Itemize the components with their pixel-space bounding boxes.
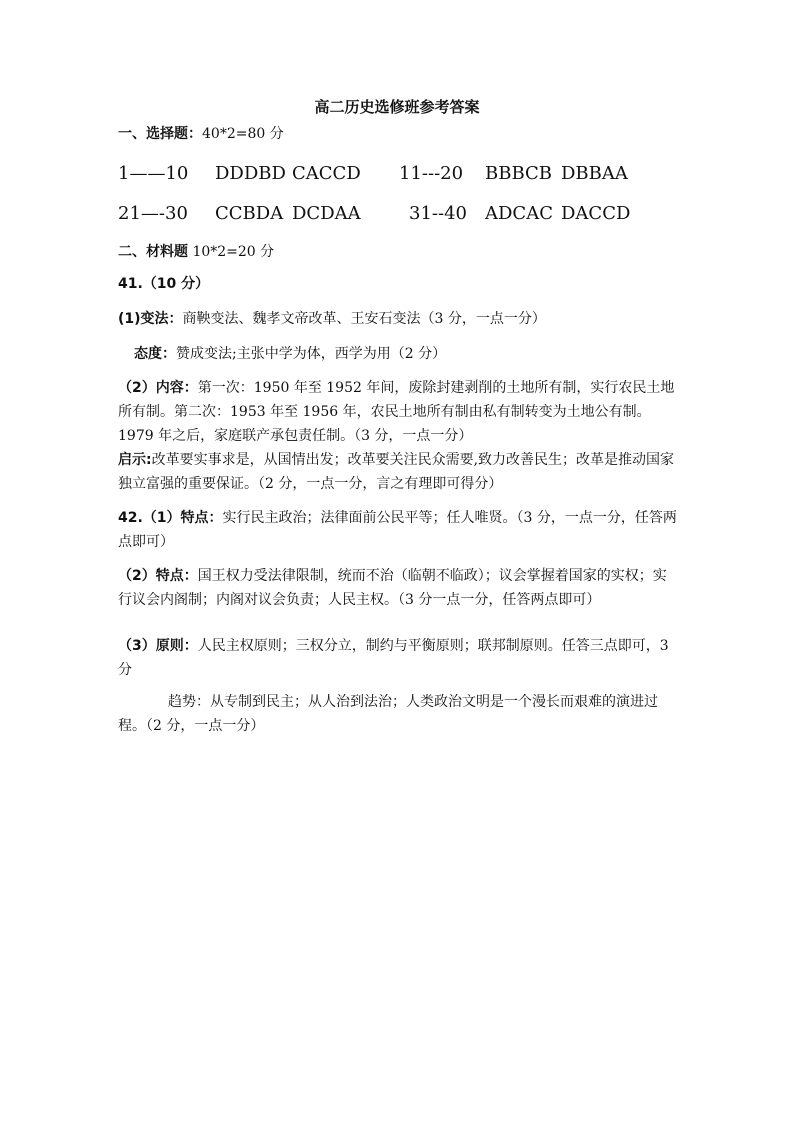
q41-insight-text: 改革要实事求是，从国情出发；改革要关注民众需要,致力改善民生；改革是推动国家独立富强的重要保证。（2 分，一点一分，言之有理即可得分） bbox=[118, 452, 675, 492]
question-41-heading: 41.（10 分） bbox=[118, 276, 210, 292]
answer-group: CACCD bbox=[292, 163, 361, 184]
q42-part-1 bbox=[118, 506, 678, 554]
section-2-label: 二、材料题 bbox=[118, 244, 188, 260]
q41-insight bbox=[118, 448, 678, 496]
q41-attitude-text: 赞成变法;主张中学为体，西学为用（2 分） bbox=[176, 346, 447, 362]
q42-part-3 bbox=[118, 634, 678, 682]
q42-trend bbox=[118, 690, 678, 738]
answer-group: ADCAC bbox=[485, 203, 553, 224]
q41-attitude bbox=[134, 342, 694, 366]
answer-range: 21—-30 bbox=[118, 203, 188, 224]
answer-range: 1——10 bbox=[118, 163, 189, 184]
q42-part-3-text: 人民主权原则；三权分立，制约与平衡原则；联邦制原则。任答三点即可，3 分 bbox=[118, 638, 669, 678]
answer-range: 11---20 bbox=[399, 163, 464, 184]
answer-group: DDDBD bbox=[215, 163, 286, 184]
q42-part-3-label: （3）原则： bbox=[118, 638, 198, 654]
q42-part-2 bbox=[118, 564, 678, 612]
answer-group: DCDAA bbox=[292, 203, 361, 224]
q42-part-1-label: 42.（1）特点： bbox=[118, 510, 223, 526]
q41-part-1-label: (1)变法： bbox=[118, 311, 183, 327]
page-title: 高二历史选修班参考答案 bbox=[314, 98, 480, 116]
answer-group: BBBCB bbox=[485, 163, 553, 184]
section-1-heading bbox=[118, 122, 678, 146]
section-1-score: 40*2=80 分 bbox=[202, 126, 284, 142]
answer-group: CCBDA bbox=[215, 203, 284, 224]
q42-part-2-text: 国王权力受法律限制，统而不治（临朝不临政）；议会掌握着国家的实权；实行议会内阁制；内阁对议会负责；人民主权。（3 分一点一分，任答两点即可） bbox=[118, 568, 667, 608]
q41-part-1 bbox=[118, 307, 678, 331]
q42-part-2-label: （2）特点： bbox=[118, 568, 198, 584]
section-2-heading bbox=[118, 240, 678, 264]
q41-part-2 bbox=[118, 376, 678, 448]
q42-trend-text: 从专制到民主；从人治到法治；人类政治文明是一个漫长而艰难的演进过程。（2 分，一点一分） bbox=[118, 694, 658, 734]
section-2-score: 10*2=20 分 bbox=[188, 244, 275, 260]
q41-attitude-label: 态度： bbox=[134, 346, 176, 362]
answer-group: DBBAA bbox=[561, 163, 628, 184]
answer-range: 31--40 bbox=[409, 203, 467, 224]
q42-trend-label: 趋势： bbox=[168, 694, 210, 710]
q41-insight-label: 启示: bbox=[118, 452, 152, 468]
section-1-label: 一、选择题： bbox=[118, 126, 202, 142]
q42-part-1-text: 实行民主政治；法律面前公民平等；任人唯贤。（3 分，一点一分，任答两点即可） bbox=[118, 510, 677, 550]
q41-part-1-text: 商鞅变法、魏孝文帝改革、王安石变法（3 分，一点一分） bbox=[182, 311, 546, 327]
q41-part-2-label: （2）内容： bbox=[118, 380, 198, 396]
answer-group: DACCD bbox=[561, 203, 631, 224]
q41-part-2-text: 第一次：1950 年至 1952 年间，废除封建剥削的土地所有制，实行农民土地所有制。第二次：1953 年至 1956 年，农民土地所有制由私有制转变为土地公有制。1979 年之后，家庭联产承包责任制。（3 分，一点一分） bbox=[118, 380, 675, 444]
